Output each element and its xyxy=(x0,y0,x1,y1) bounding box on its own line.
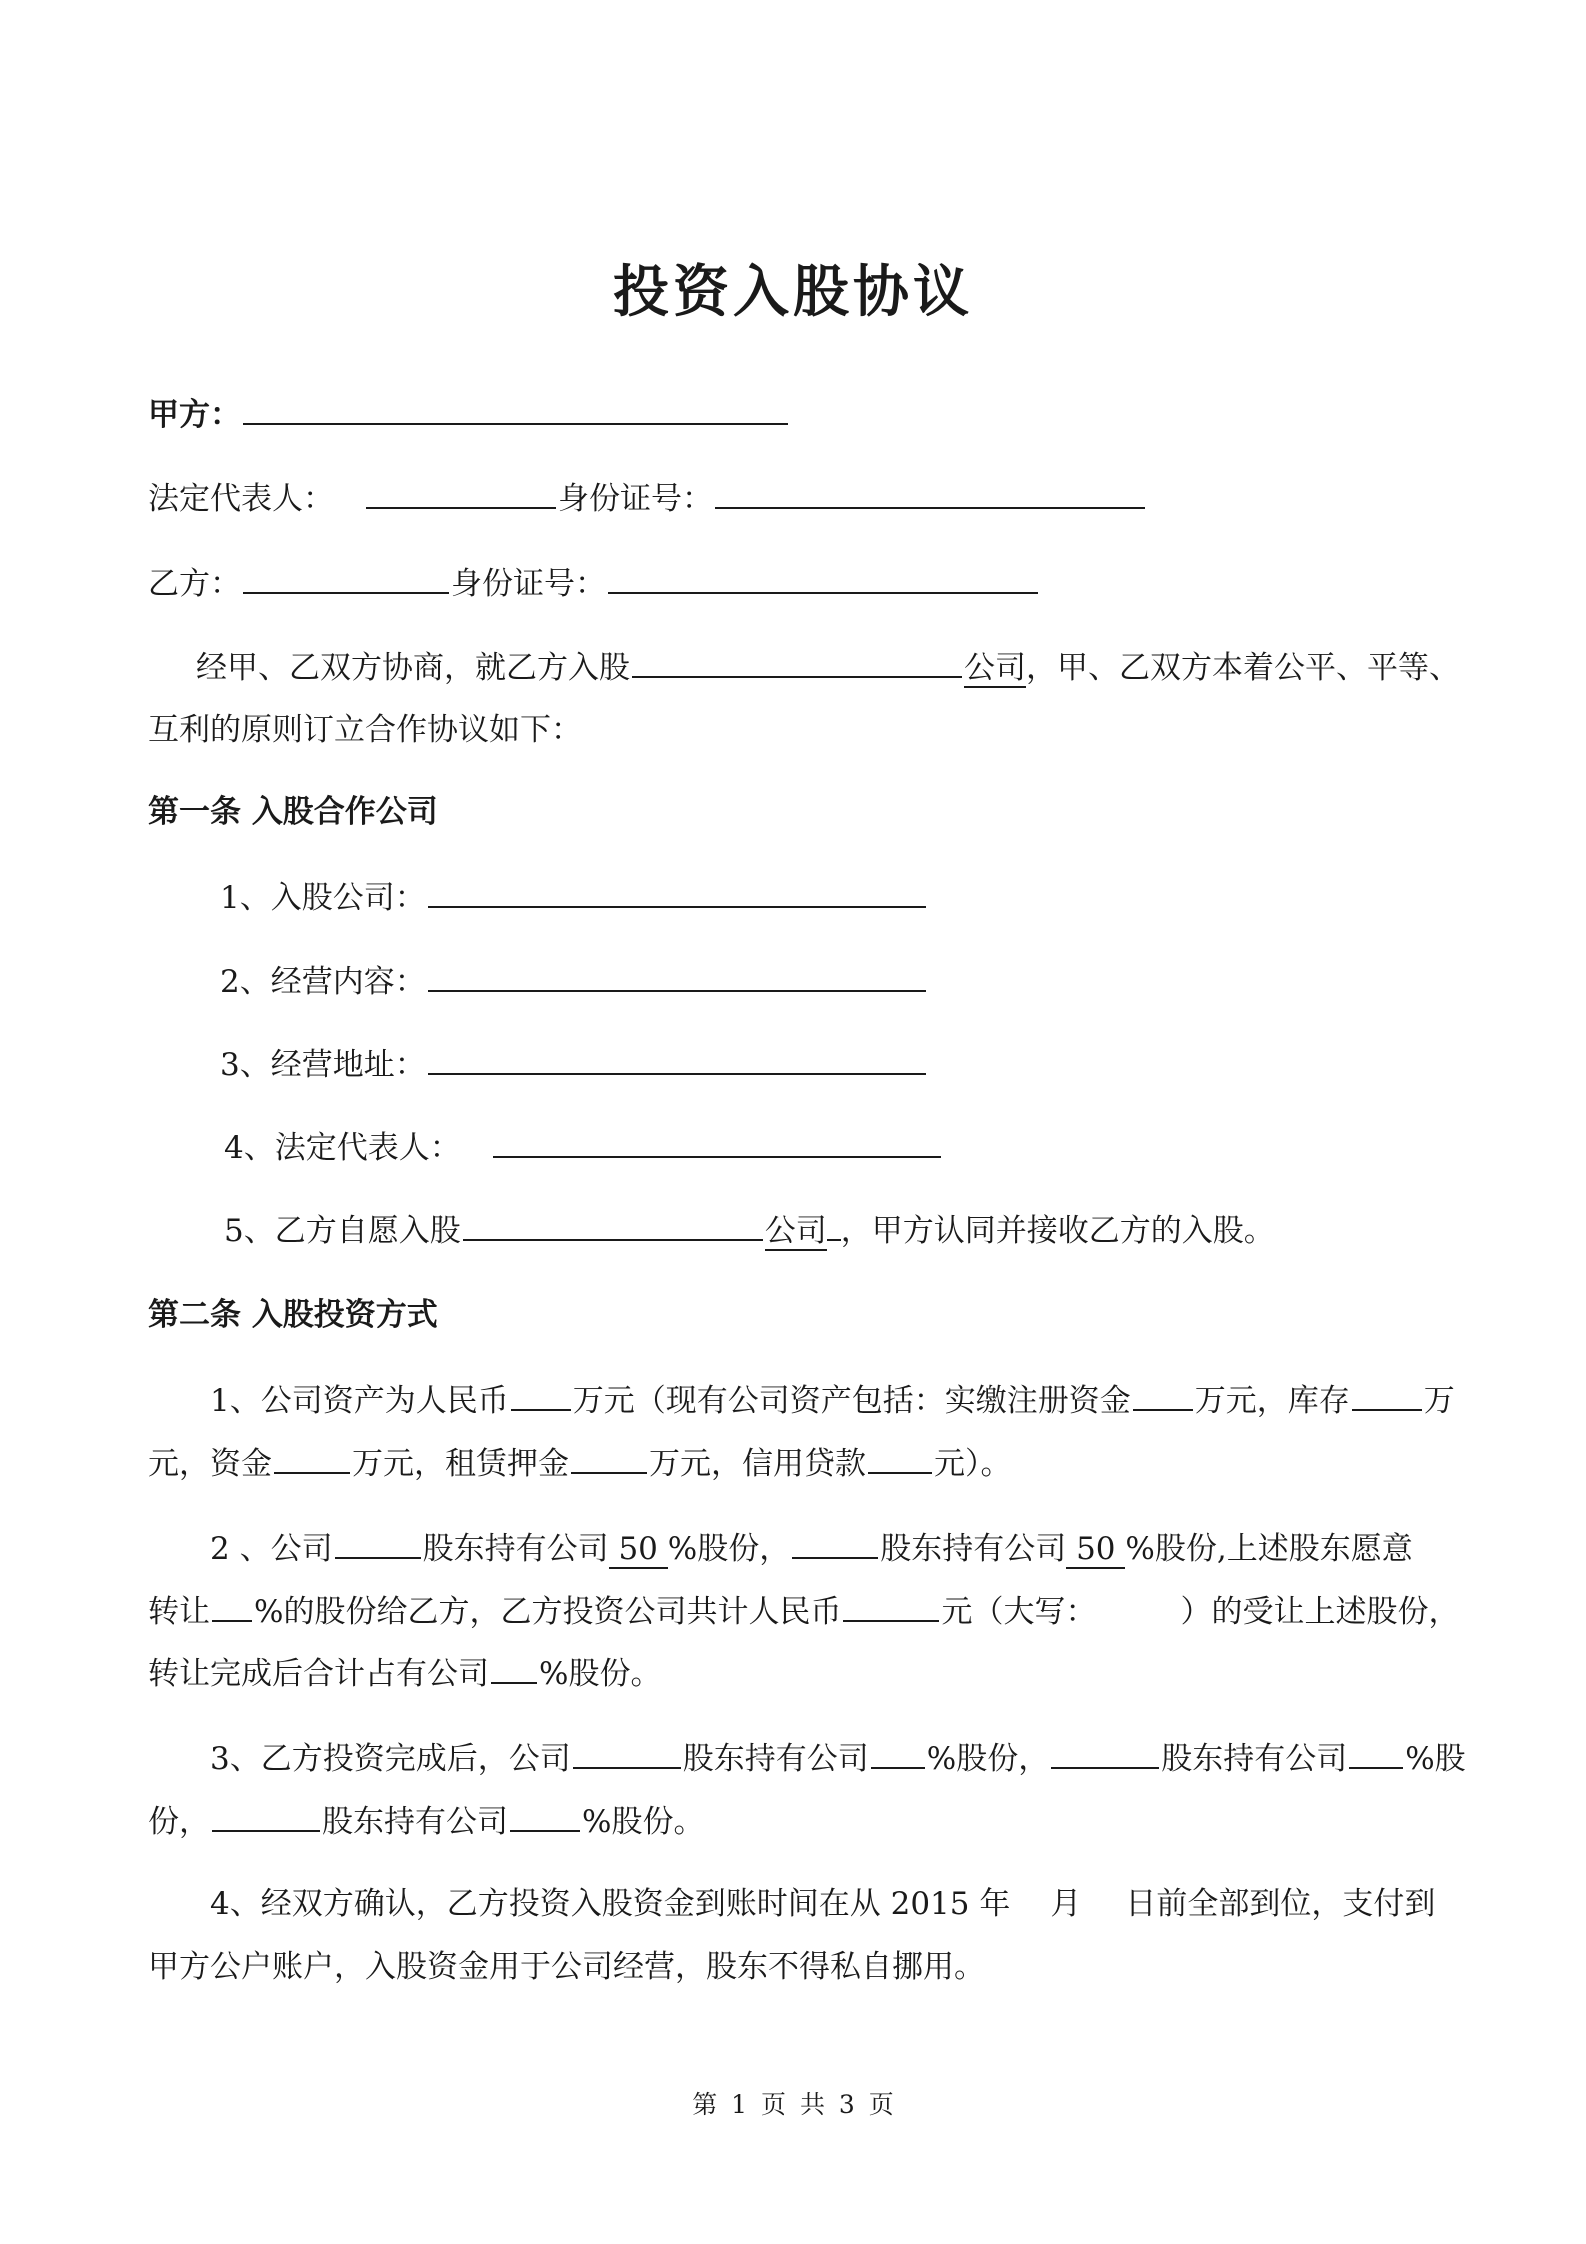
party-a-line xyxy=(148,391,790,437)
item-text: ，甲方认同并接收乙方的入股。 xyxy=(840,1213,1275,1249)
clause-blank xyxy=(571,1440,647,1474)
party-b-blank xyxy=(243,560,449,594)
clause-text: 股东持有公司 xyxy=(1161,1741,1348,1777)
clause-blank xyxy=(871,1735,925,1769)
document-title: 投资入股协议 xyxy=(613,259,973,325)
percent-number: 50 xyxy=(1076,1531,1116,1567)
clause-text: 万元（现有公司资产包括：实缴注册资金 xyxy=(572,1383,1131,1419)
clause-text: 2 、公司 xyxy=(210,1531,333,1567)
clause-text: 万元，库存 xyxy=(1194,1383,1350,1419)
clause-text: 万元，信用贷款 xyxy=(649,1446,866,1482)
clause-text: 股东持有公司 xyxy=(880,1531,1067,1567)
party-a-blank xyxy=(243,391,788,425)
clause-text: 股东持有公司 xyxy=(682,1741,869,1777)
clause-text: %股份,上述股东愿意 xyxy=(1125,1531,1413,1567)
clause-blank xyxy=(792,1525,878,1559)
party-b-label: 乙方： xyxy=(148,566,241,602)
article-2-heading: 第二条 入股投资方式 xyxy=(148,1297,438,1333)
clause-text: 3、乙方投资完成后，公司 xyxy=(210,1741,571,1777)
clause-text: %股份。 xyxy=(582,1804,705,1840)
clause-text: %股份。 xyxy=(539,1656,662,1692)
clause-blank xyxy=(868,1440,932,1474)
article-1-item-5 xyxy=(224,1207,1275,1253)
percent-value xyxy=(609,1531,668,1569)
article-1-item-3 xyxy=(220,1041,928,1087)
clause-text: 4、经双方确认，乙方投资入股资金到账时间在从 xyxy=(210,1886,881,1922)
clause-2-line-2 xyxy=(148,1588,1459,1634)
clause-blank xyxy=(573,1735,681,1769)
clause-text: 股东持有公司 xyxy=(322,1804,508,1840)
item-blank xyxy=(428,1041,926,1075)
legal-rep-id-label: 身份证号： xyxy=(558,481,713,517)
legal-rep-label: 法定代表人： xyxy=(148,481,334,517)
clause-blank xyxy=(510,1798,580,1832)
clause-text: %股份， xyxy=(926,1741,1050,1777)
clause-blank xyxy=(212,1588,252,1622)
clause-blank xyxy=(335,1525,421,1559)
item-company-word: 公司 xyxy=(764,1213,827,1249)
clause-blank xyxy=(212,1798,320,1832)
clause-text: 元，资金 xyxy=(148,1446,272,1482)
clause-text: 元）。 xyxy=(934,1446,1012,1482)
clause-3-line-2 xyxy=(148,1798,704,1844)
clause-text: 元（大写： xyxy=(941,1594,1097,1630)
clause-text: 月 xyxy=(1050,1886,1082,1922)
clause-text: %股 xyxy=(1405,1741,1466,1777)
percent-number: 50 xyxy=(618,1531,658,1567)
clause-text: ）的受让上述股份， xyxy=(1180,1594,1460,1630)
year-value: 2015 xyxy=(890,1886,970,1922)
item-label: 4、法定代表人： xyxy=(224,1130,461,1166)
article-1-item-2 xyxy=(220,958,928,1004)
clause-blank xyxy=(274,1440,350,1474)
clause-text: 年 xyxy=(979,1886,1011,1922)
clause-4-line-1 xyxy=(210,1882,1435,1926)
clause-1-line-2 xyxy=(148,1440,1012,1486)
item-label: 5、乙方自愿入股 xyxy=(224,1213,461,1249)
clause-4-line-2: 甲方公户账户，入股资金用于公司经营，股东不得私自挪用。 xyxy=(148,1949,985,1985)
clause-3-line-1 xyxy=(210,1735,1466,1781)
clause-text: 万 xyxy=(1423,1383,1455,1419)
clause-text: %股份， xyxy=(667,1531,791,1567)
item-blank xyxy=(493,1124,941,1158)
clause-text: %的股份给乙方，乙方投资公司共计人民币 xyxy=(254,1594,842,1630)
clause-blank xyxy=(1133,1377,1193,1411)
item-label: 2、经营内容： xyxy=(220,964,426,1000)
legal-rep-id-blank xyxy=(715,475,1145,509)
clause-1-line-1 xyxy=(210,1377,1455,1423)
clause-2-line-3 xyxy=(148,1650,661,1696)
percent-value xyxy=(1066,1531,1125,1569)
item-label: 1、入股公司： xyxy=(220,880,426,916)
item-blank xyxy=(428,958,926,992)
intro-company-blank xyxy=(632,644,962,678)
item-blank xyxy=(463,1207,763,1241)
clause-blank xyxy=(511,1377,571,1411)
article-1-heading: 第一条 入股合作公司 xyxy=(148,794,438,830)
clause-text: 日前全部到位，支付到 xyxy=(1125,1886,1436,1922)
party-b-line xyxy=(148,560,1040,606)
clause-text: 份， xyxy=(148,1804,210,1840)
clause-text: 股东持有公司 xyxy=(422,1531,609,1567)
clause-blank xyxy=(1051,1735,1159,1769)
party-b-id-label: 身份证号： xyxy=(451,566,606,602)
party-a-label: 甲方： xyxy=(148,397,241,433)
clause-blank xyxy=(1349,1735,1403,1769)
clause-blank xyxy=(1352,1377,1422,1411)
intro-text-post: ，甲、乙双方本着公平、平等、 xyxy=(1026,650,1460,686)
clause-2-line-1 xyxy=(210,1525,1413,1571)
clause-text: 转让完成后合计占有公司 xyxy=(148,1656,489,1692)
page-number-footer: 第 1 页 共 3 页 xyxy=(692,2090,894,2119)
intro-line-1 xyxy=(196,644,1460,690)
item-blank xyxy=(428,874,926,908)
party-b-id-blank xyxy=(608,560,1038,594)
intro-line-2: 互利的原则订立合作协议如下： xyxy=(148,712,582,748)
article-1-item-1 xyxy=(220,874,928,920)
clause-text: 1、公司资产为人民币 xyxy=(210,1383,509,1419)
clause-blank xyxy=(843,1588,939,1622)
legal-rep-blank xyxy=(366,475,556,509)
item-label: 3、经营地址： xyxy=(220,1047,426,1083)
intro-company-word: 公司 xyxy=(964,650,1026,686)
clause-blank xyxy=(491,1650,537,1684)
clause-text: 转让 xyxy=(148,1594,210,1630)
intro-text: 经甲、乙双方协商，就乙方入股 xyxy=(196,650,630,686)
clause-text: 万元，租赁押金 xyxy=(352,1446,569,1482)
legal-rep-line xyxy=(148,475,1147,521)
article-1-item-4 xyxy=(224,1124,943,1170)
